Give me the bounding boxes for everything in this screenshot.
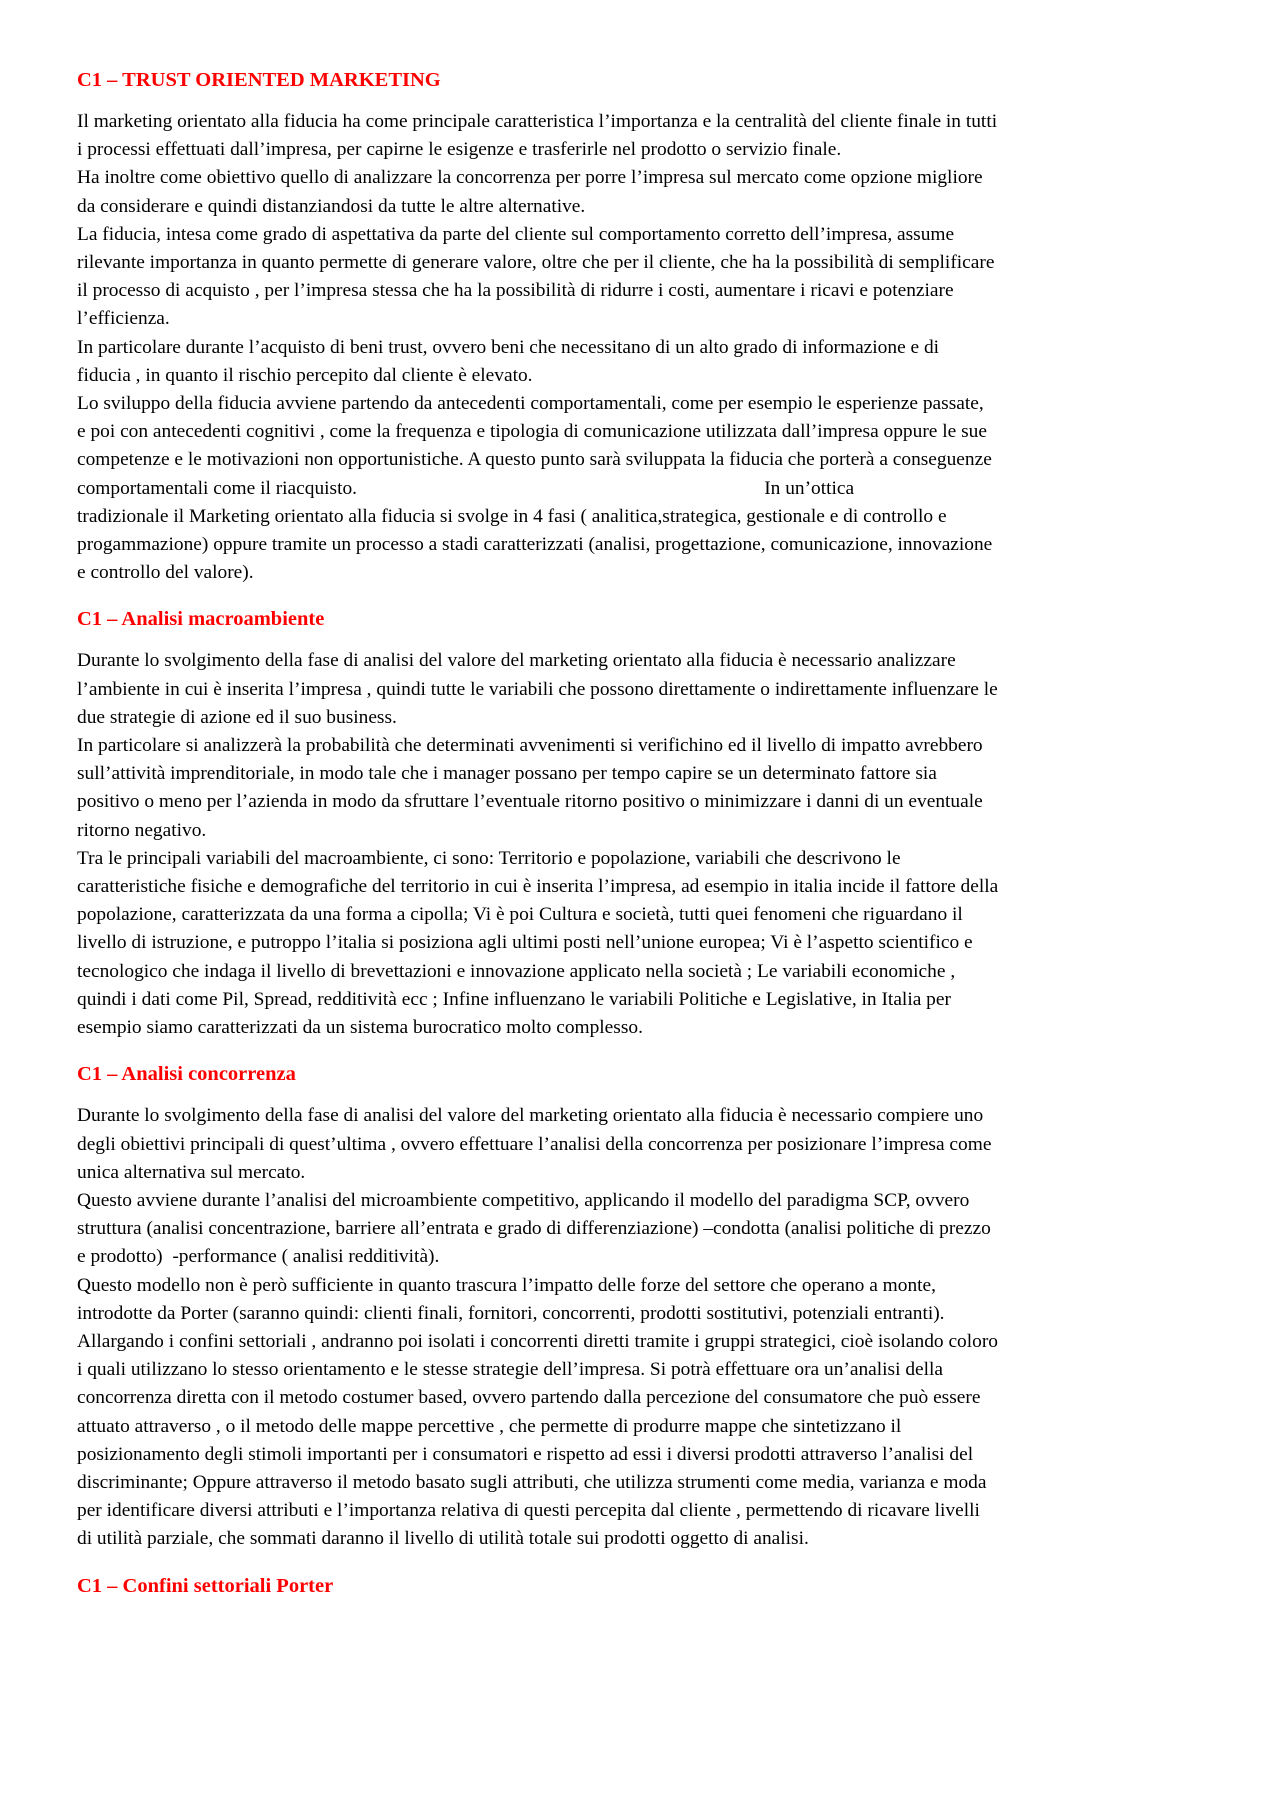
body-paragraph [77, 1187, 1212, 1272]
body-paragraph [77, 164, 1212, 220]
text-line: progammazione) oppure tramite un processo a stadi caratterizzati (analisi, progettazione, comunicazione, innovazione [77, 534, 993, 556]
text-line: Questo modello non è però sufficiente in quanto trascura l’impatto delle forze del settore che operano a monte, [77, 1274, 936, 1296]
text-line: due strategie di azione ed il suo business. [77, 706, 397, 728]
text-line: Questo avviene durante l’analisi del microambiente competitivo, applicando il modello del paradigma SCP, ovvero [77, 1189, 970, 1211]
body-paragraph [77, 647, 1212, 732]
text-line: popolazione, caratterizzata da una forma a cipolla; Vi è poi Cultura e società, tutti quei fenomeni che riguardano il [77, 904, 963, 926]
text-line: sull’attività imprenditoriale, in modo tale che i manager possano per tempo capire se un determinato fattore sia [77, 763, 937, 785]
document-section [77, 66, 1212, 587]
body-paragraph [77, 1328, 1212, 1554]
text-line: posizionamento degli stimoli importanti per i consumatori e rispetto ad essi i diversi prodotti attraverso l’analisi del [77, 1443, 974, 1465]
section-heading: C1 – Confini settoriali Porter [77, 1574, 334, 1597]
text-line: Il marketing orientato alla fiducia ha come principale caratteristica l’importanza e la centralità del cliente finale in tutti [77, 111, 998, 132]
text-line: Durante lo svolgimento della fase di analisi del valore del marketing orientato alla fiducia è necessario analizzare [77, 650, 956, 672]
text-line: tradizionale il Marketing orientato alla fiducia si svolge in 4 fasi ( analitica,strategica, gestionale e di controllo e [77, 505, 947, 527]
text-line: livello di istruzione, e putroppo l’italia si posiziona agli ultimi posti nell’unione europea; Vi è l’aspetto scientifico e [77, 932, 973, 954]
text-line: Durante lo svolgimento della fase di analisi del valore del marketing orientato alla fiducia è necessario compiere uno [77, 1105, 984, 1127]
document-section [77, 605, 1212, 1042]
text-line: di utilità parziale, che sommati daranno il livello di utilità totale sui prodotti oggetto di analisi. [77, 1528, 809, 1550]
text-line: concorrenza diretta con il metodo costumer based, ovvero partendo dalla percezione del consumatore che può essere [77, 1387, 981, 1409]
body-paragraph [77, 221, 1212, 334]
text-line: In particolare durante l’acquisto di beni trust, ovvero beni che necessitano di un alto grado di informazione e di [77, 336, 940, 358]
text-line: Tra le principali variabili del macroambiente, ci sono: Territorio e popolazione, variabili che descrivono le [77, 847, 901, 869]
text-line: attuato attraverso , o il metodo delle mappe percettive , che permette di produrre mappe che sintetizzano il [77, 1415, 902, 1437]
text-line: In particolare si analizzerà la probabilità che determinati avvenimenti si verifichino ed il livello di impatto avrebbero [77, 735, 983, 757]
body-paragraph [77, 390, 1212, 587]
text-line: da considerare e quindi distanziandosi da tutte le altre alternative. [77, 195, 586, 217]
document-section [77, 1060, 1212, 1553]
text-line: tecnologico che indaga il livello di brevettazioni e innovazione applicato nella società ; Le variabili economiche , [77, 960, 956, 982]
section-heading: C1 – Analisi concorrenza [77, 1063, 296, 1086]
text-line: esempio siamo caratterizzati da un sistema burocratico molto complesso. [77, 1017, 643, 1039]
body-paragraph [77, 732, 1212, 845]
document-page [77, 66, 1212, 1618]
text-line: caratteristiche fisiche e demografiche del territorio in cui è inserita l’impresa, ad esempio in italia incide il fattore della [77, 876, 999, 898]
text-line: fiducia , in quanto il rischio percepito dal cliente è elevato. [77, 364, 533, 386]
text-line: i quali utilizzano lo stesso orientamento e le stesse strategie dell’impresa. Si potrà effettuare ora un’analisi della [77, 1359, 944, 1381]
text-line: introdotte da Porter (saranno quindi: clienti finali, fornitori, concorrenti, prodotti sostitutivi, potenziali entranti). [77, 1302, 945, 1324]
text-line: Allargando i confini settoriali , andranno poi isolati i concorrenti diretti tramite i gruppi strategici, cioè isolando coloro [77, 1330, 998, 1352]
text-line: unica alternativa sul mercato. [77, 1161, 306, 1183]
section-heading: C1 – Analisi macroambiente [77, 608, 325, 631]
section-heading: C1 – TRUST ORIENTED MARKETING [77, 69, 441, 91]
text-line: il processo di acquisto , per l’impresa stessa che ha la possibilità di ridurre i costi, aumentare i ricavi e potenziare [77, 280, 954, 302]
text-line: comportamentali come il riacquisto. In un’ottica [77, 477, 855, 499]
text-line: l’efficienza. [77, 308, 170, 330]
text-line: ritorno negativo. [77, 819, 207, 841]
text-line: l’ambiente in cui è inserita l’impresa , quindi tutte le variabili che possono direttamente o indirettamente influenzare le [77, 678, 998, 700]
body-paragraph [77, 1272, 1212, 1328]
text-line: La fiducia, intesa come grado di aspettativa da parte del cliente sul comportamento corretto dell’impresa, assume [77, 223, 955, 245]
text-line: struttura (analisi concentrazione, barriere all’entrata e grado di differenziazione) –condotta (analisi politiche di prezzo [77, 1218, 991, 1240]
body-paragraph [77, 1102, 1212, 1187]
body-paragraph [77, 334, 1212, 390]
text-line: positivo o meno per l’azienda in modo da sfruttare l’eventuale ritorno positivo o minimizzare i danni di un eventuale [77, 791, 983, 813]
text-line: Lo sviluppo della fiducia avviene partendo da antecedenti comportamentali, come per esempio le esperienze passate, [77, 393, 984, 415]
text-line: Ha inoltre come obiettivo quello di analizzare la concorrenza per porre l’impresa sul mercato come opzione migliore [77, 167, 983, 189]
text-line: rilevante importanza in quanto permette di generare valore, oltre che per il cliente, che ha la possibilità di semplificare [77, 252, 995, 274]
document-section [77, 1572, 1212, 1600]
text-line: e poi con antecedenti cognitivi , come la frequenza e tipologia di comunicazione utilizzata dall’impresa oppure le sue [77, 421, 987, 443]
text-line: i processi effettuati dall’impresa, per capirne le esigenze e trasferirle nel prodotto o servizio finale. [77, 139, 842, 161]
body-paragraph [77, 108, 1212, 164]
text-line: e controllo del valore). [77, 562, 254, 584]
text-line: degli obiettivi principali di quest’ultima , ovvero effettuare l’analisi della concorrenza per posizionare l’impresa come [77, 1133, 992, 1155]
text-line: discriminante; Oppure attraverso il metodo basato sugli attributi, che utilizza strumenti come media, varianza e moda [77, 1471, 987, 1493]
text-line: competenze e le motivazioni non opportunistiche. A questo punto sarà sviluppata la fiducia che porterà a conseguenze [77, 449, 992, 471]
text-line: quindi i dati come Pil, Spread, redditività ecc ; Infine influenzano le variabili Politiche e Legislative, in Italia per [77, 988, 951, 1010]
body-paragraph [77, 845, 1212, 1042]
text-line: e prodotto) -performance ( analisi redditività). [77, 1246, 440, 1268]
text-line: per identificare diversi attributi e l’importanza relativa di questi percepita dal cliente , permettendo di ricavare livelli [77, 1500, 980, 1522]
